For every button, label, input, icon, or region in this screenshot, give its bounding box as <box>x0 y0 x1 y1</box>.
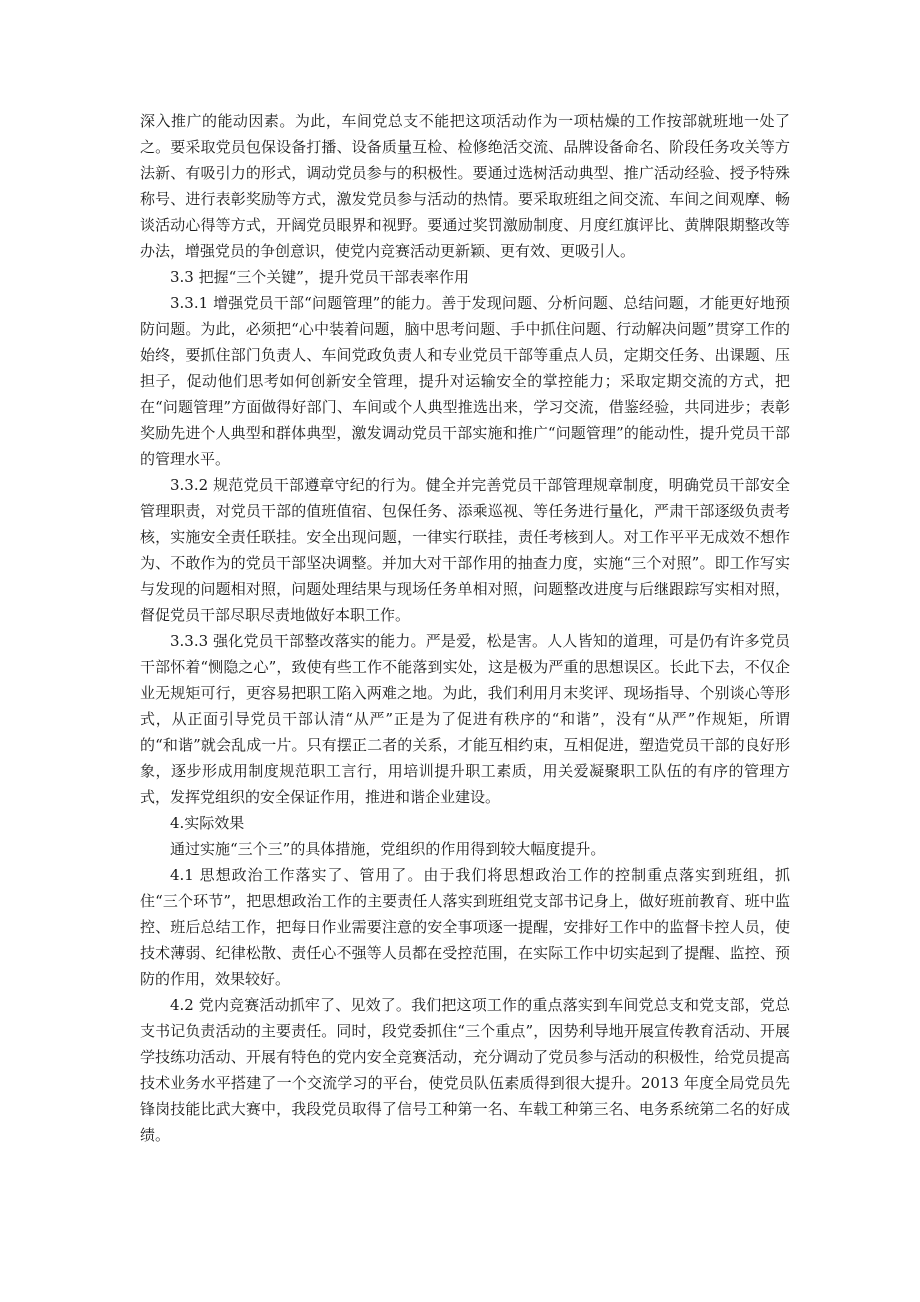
paragraph-3-3-2: 3.3.2 规范党员干部遵章守纪的行为。健全并完善党员干部管理规章制度，明确党员干部安全管理职责，对党员干部的值班值宿、包保任务、添乘巡视、等任务进行量化，严肃干部逐级负责考核，实施安全责任联挂。安全出现问题，一律实行联挂，责任考核到人。对工作平平无成效不想作为、不敢作为的党员干部坚决调整。并加大对干部作用的抽查力度，实施“三个对照”。即工作写实与发现的问题相对照，问题处理结果与现场任务单相对照，问题整改进度与后继跟踪写实相对照，督促党员干部尽职尽责地做好本职工作。 <box>140 476 790 624</box>
document-body <box>140 108 790 1148</box>
paragraph-4-1: 4.1 思想政治工作落实了、管用了。由于我们将思想政治工作的控制重点落实到班组，抓住“三个环节”，把思想政治工作的主要责任人落实到班组党支部书记身上，做好班前教育、班中监控、班后总结工作，把每日作业需要注意的安全事项逐一提醒，安排好工作中的监督卡控人员，使技术薄弱、纪律松散、责任心不强等人员都在受控范围，在实际工作中切实起到了提醒、监控、预防的作用，效果较好。 <box>140 866 790 988</box>
paragraph-4-intro: 通过实施“三个三”的具体措施，党组织的作用得到较大幅度提升。 <box>170 840 606 858</box>
paragraph-3-3-1: 3.3.1 增强党员干部“问题管理”的能力。善于发现问题、分析问题、总结问题，才能更好地预防问题。为此，必须把“心中装着问题，脑中思考问题、手中抓住问题、行动解决问题”贯穿工作的始终，要抓住部门负责人、车间党政负责人和专业党员干部等重点人员，定期交任务、出课题、压担子，促动他们思考如何创新安全管理，提升对运输安全的掌控能力；采取定期交流的方式，把在“问题管理”方面做得好部门、车间或个人典型推选出来，学习交流，借鉴经验，共同进步；表彰奖励先进个人典型和群体典型，激发调动党员干部实施和推广“问题管理”的能动性，提升党员干部的管理水平。 <box>140 294 790 468</box>
paragraph-4-2: 4.2 党内竞赛活动抓牢了、见效了。我们把这项工作的重点落实到车间党总支和党支部，党总支书记负责活动的主要责任。同时，段党委抓住“三个重点”，因势利导地开展宣传教育活动、开展学技练功活动、开展有特色的党内安全竞赛活动，充分调动了党员参与活动的积极性，给党员提高技术业务水平搭建了一个交流学习的平台，使党员队伍素质得到很大提升。2013 年度全局党员先锋岗技能比武大赛中，我段党员取得了信号工种第一名、车载工种第三名、电务系统第二名的好成绩。 <box>140 996 790 1144</box>
section-heading-3-3: 3.3 把握“三个关键”，提升党员干部表率作用 <box>170 268 469 286</box>
paragraph-1: 深入推广的能动因素。为此，车间党总支不能把这项活动作为一项枯燥的工作按部就班地一处了之。要采取党员包保设备打播、设备质量互检、检修绝活交流、品牌设备命名、阶段任务攻关等方法新、有吸引力的形式，调动党员参与的积极性。要通过选树活动典型、推广活动经验、授予特殊称号、进行表彰奖励等方式，激发党员参与活动的热情。要采取班组之间交流、车间之间观摩、畅谈活动心得等方式，开阔党员眼界和视野。要通过奖罚激励制度、月度红旗评比、黄牌限期整改等办法，增强党员的争创意识，使党内竞赛活动更新颖、更有效、更吸引人。 <box>140 112 790 260</box>
paragraph-3-3-3: 3.3.3 强化党员干部整改落实的能力。严是爱，松是害。人人皆知的道理，可是仍有许多党员干部怀着“恻隐之心”，致使有些工作不能落到实处，这是极为严重的思想误区。长此下去，不仅企业无规矩可行，更容易把职工陷入两难之地。为此，我们利用月末奖评、现场指导、个别谈心等形式，从正面引导党员干部认清“从严”正是为了促进有秩序的“和谐”，没有“从严”作规矩，所谓的“和谐”就会乱成一片。只有摆正二者的关系，才能互相约束，互相促进，塑造党员干部的良好形象，逐步形成用制度规范职工言行，用培训提升职工素质，用关爱凝聚职工队伍的有序的管理方式，发挥党组织的安全保证作用，推进和谐企业建设。 <box>140 632 790 806</box>
section-heading-4: 4.实际效果 <box>170 814 245 832</box>
